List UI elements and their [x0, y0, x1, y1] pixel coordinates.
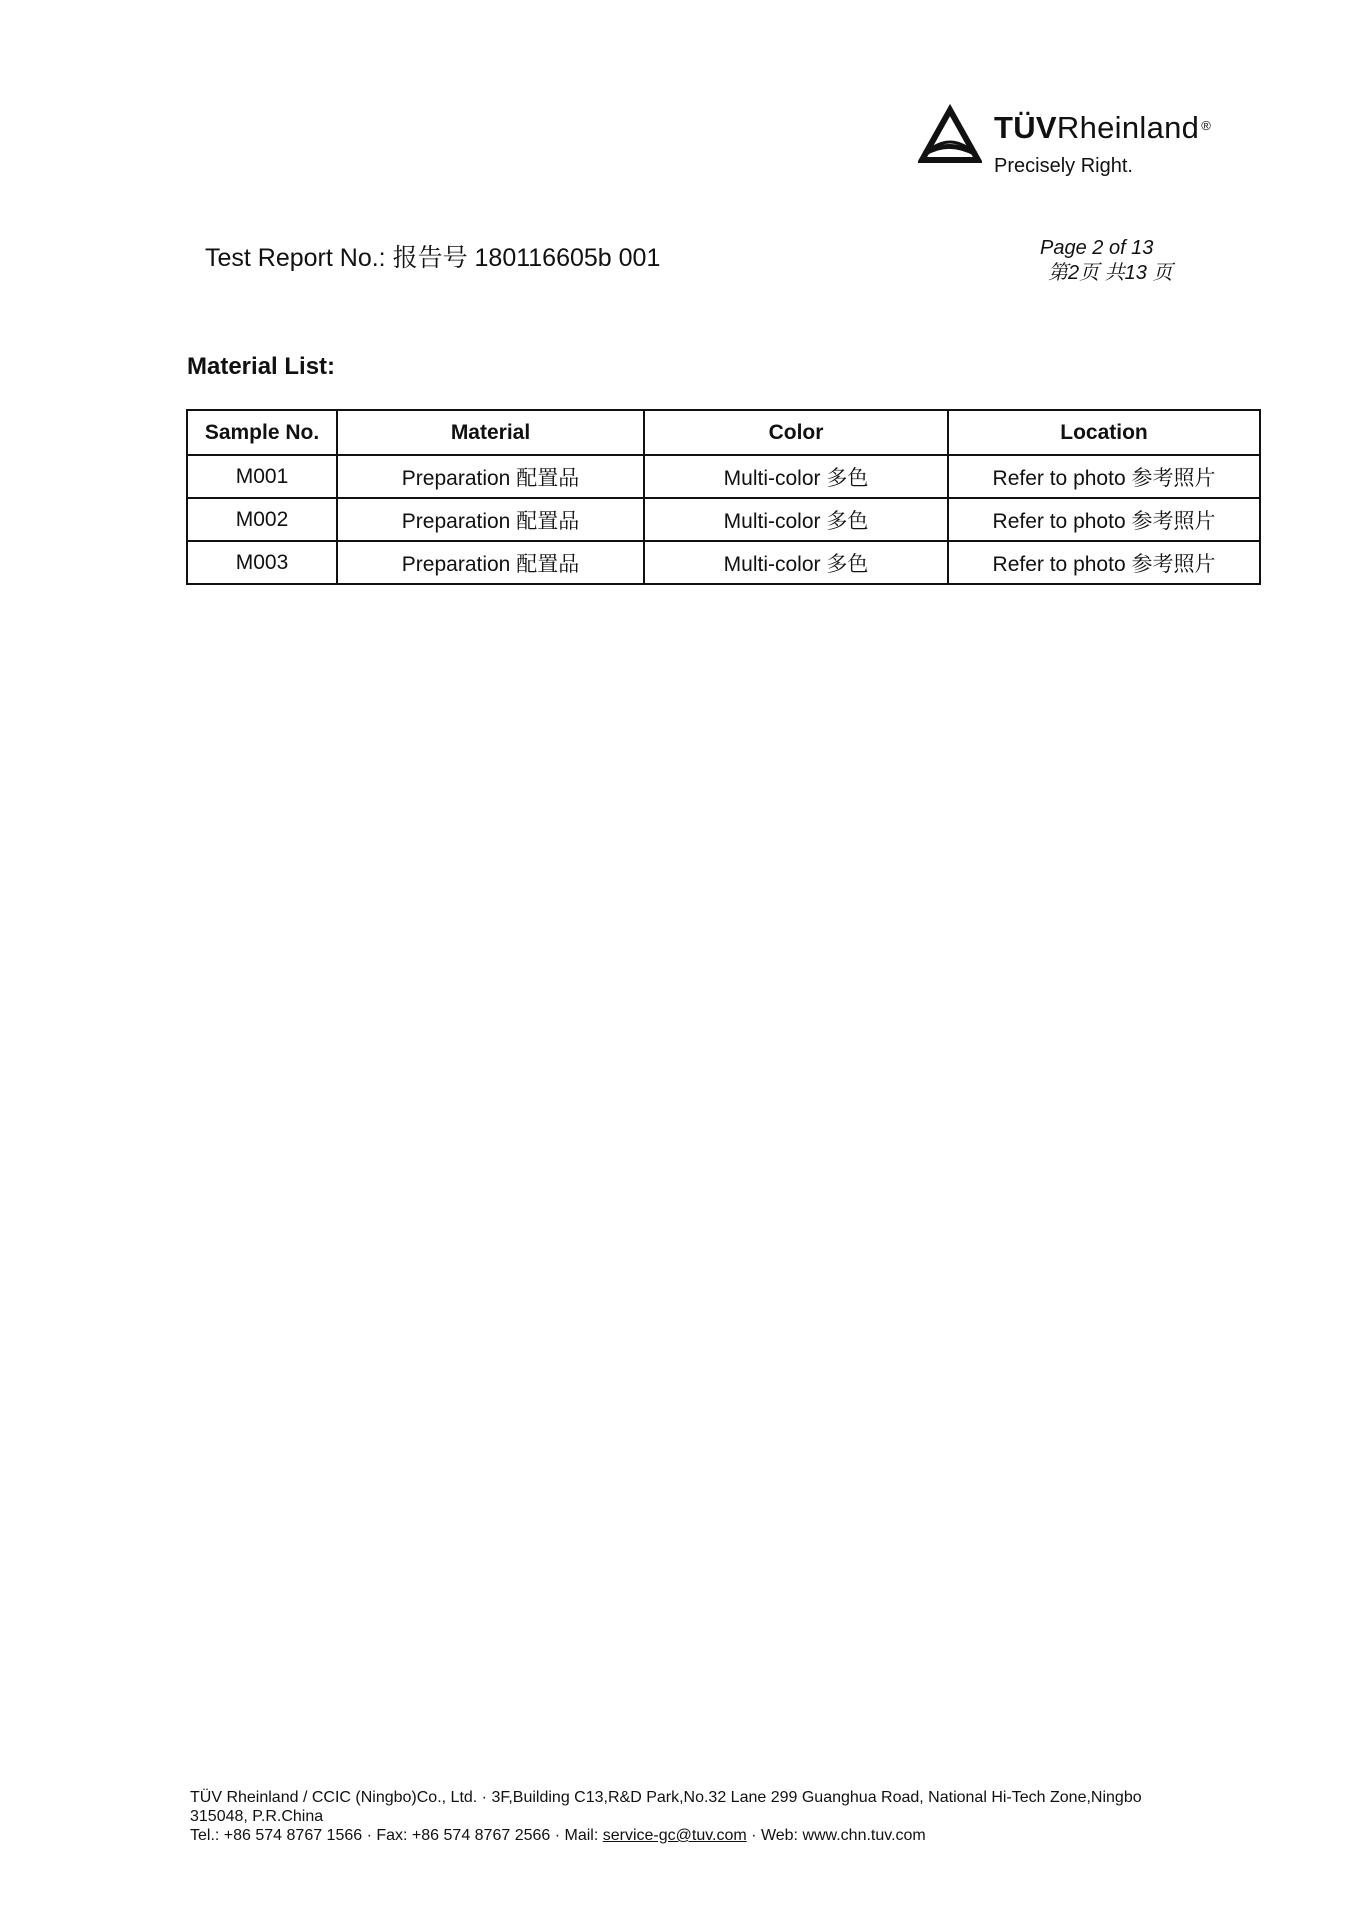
logo-slogan: Precisely Right. [994, 155, 1133, 177]
table-row [187, 498, 1260, 541]
cell-location: Refer to photo 参考照片 [948, 498, 1260, 541]
cell-material: Preparation 配置品 [337, 455, 644, 498]
footer-address-line2: 315048, P.R.China [190, 1808, 324, 1825]
section-title: Material List: [187, 353, 336, 380]
logo-brand-rest: Rheinland [1056, 110, 1200, 145]
table-row [187, 455, 1260, 498]
registered-mark: ® [1201, 118, 1212, 133]
logo-brand-bold: TÜV [994, 110, 1057, 145]
material-table [186, 409, 1261, 585]
page-number [1040, 236, 1172, 286]
table-header-row [187, 410, 1260, 455]
footer [190, 1788, 1280, 1845]
cell-location: Refer to photo 参考照片 [948, 541, 1260, 584]
cell-sample-no: M001 [187, 455, 337, 498]
cell-color: Multi-color 多色 [644, 455, 948, 498]
cell-material: Preparation 配置品 [337, 498, 644, 541]
tuv-triangle-icon [918, 104, 982, 168]
footer-mail-link[interactable]: service-gc@tuv.com [602, 1827, 747, 1844]
cell-color: Multi-color 多色 [644, 541, 948, 584]
footer-contact-line [190, 1826, 1280, 1845]
header-sample-no: Sample No. [187, 410, 337, 455]
logo-brand-name [994, 110, 1211, 146]
header-color: Color [644, 410, 948, 455]
cell-color: Multi-color 多色 [644, 498, 948, 541]
page-number-en: Page 2 of 13 [1040, 237, 1154, 259]
header-location: Location [948, 410, 1260, 455]
footer-address-line1: TÜV Rheinland / CCIC (Ningbo)Co., Ltd. · 3F,Building C13,R&D Park,No.32 Lane 299 Guanghua Road, National Hi-Tech Zone,Ningbo [190, 1789, 1142, 1806]
header-material: Material [337, 410, 644, 455]
tuv-logo [918, 104, 1248, 184]
page-number-cn: 第2页 共13 页 [1048, 262, 1173, 284]
footer-contact-prefix: Tel.: +86 574 8767 1566 · Fax: +86 574 8767 2566 · Mail: [190, 1827, 603, 1844]
footer-web: · Web: www.chn.tuv.com [746, 1827, 926, 1844]
cell-location: Refer to photo 参考照片 [948, 455, 1260, 498]
cell-material: Preparation 配置品 [337, 541, 644, 584]
cell-sample-no: M003 [187, 541, 337, 584]
table-row [187, 541, 1260, 584]
cell-sample-no: M002 [187, 498, 337, 541]
report-number: Test Report No.: 报告号 180116605b 001 [205, 244, 661, 272]
